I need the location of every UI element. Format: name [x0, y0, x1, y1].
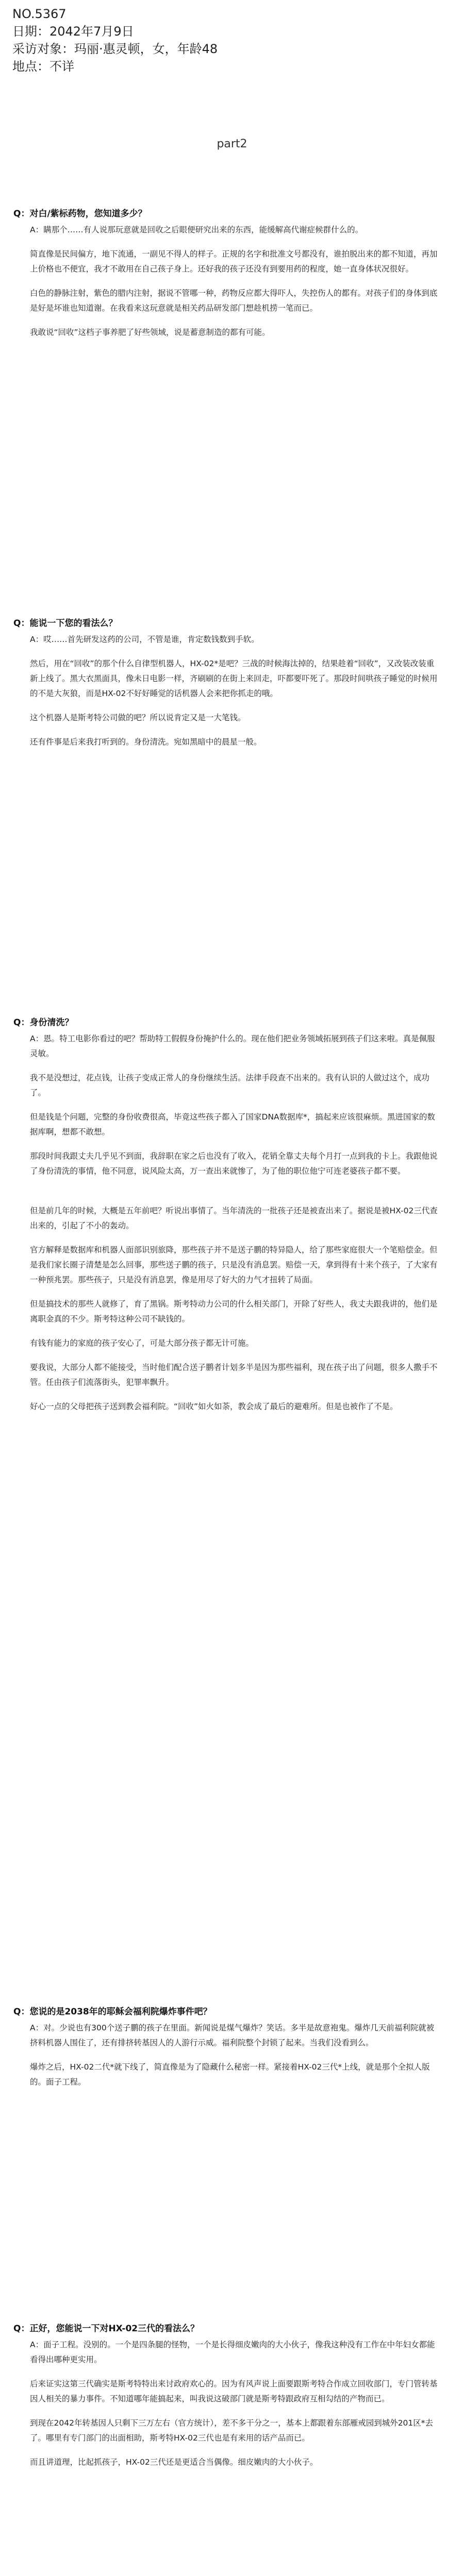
- question: Q：身份清洗？: [13, 1018, 74, 1028]
- qa-section-3: [0, 1015, 464, 1414]
- answer-paragraph: 有钱有能力的家庭的孩子安心了，可是大部分孩子都无计可施。: [30, 1338, 254, 1348]
- answer-paragraph: 简直像是民间偏方，地下流通，一副见不得人的样子。正规的名字和批准文号都没有，谁拍脱出来的都不知道，再加上价格也不便宜，我才不敢用在自己孩子身上。还好我的孩子还没有到要用药的程度，她一直身体状况很好。: [30, 249, 438, 274]
- part-label: part2: [217, 138, 247, 150]
- answer-paragraph: 这个机器人是斯考特公司做的吧？所以说肯定又是一大笔钱。: [30, 713, 246, 722]
- answer-paragraph: 但是钱是个问题，完整的身份收费很高，毕竟这些孩子都入了国家DNA数据库*，搞起来应该很麻烦。黑进国家的数据库啊，想都不敢想。: [30, 1112, 435, 1137]
- record-number: NO.5367: [12, 7, 67, 21]
- answer-paragraph: 然后，用在“回收”的那个什么自律型机器人，HX-02*是吧？三战的时候海汰掉的，结果趁着“回收”，又改装改装重新上线了。黑大衣黑面具，像未日电影一样，齐刷刷的在街上来回走，吓都要吓死了。那段时间哄孩子睡觉的时候用的不是大灰狼，而是HX-02不好好睡觉的话机器人会来把你抓走的哦。: [30, 659, 438, 698]
- answer-paragraph: 但是搞技术的那些人就修了，育了黑锅。斯考特动力公司的什么相关部门，开除了好些人，我丈夫跟我讲的，他们是离职金真的不少。斯考特这种公司不缺钱的。: [30, 1299, 438, 1324]
- qa-section-4: [0, 2004, 464, 2090]
- answer-paragraph: A：哎……首先研发这药的公司，不管是谁，肯定数钱数到手软。: [30, 635, 259, 644]
- question: Q：能说一下您的看法么？: [13, 618, 118, 629]
- answer-paragraph: 白色的静脉注射，紫色的腊内注射，据说不管哪一种，药物反应都大得吓人，失控伤人的都有。对孩子们的身体到底是好是坏谁也知道谢。在我看来这玩意就是相关药品研发部门想趁机捞一笔而已。: [30, 289, 438, 313]
- answer-paragraph: 到现在2042年转基因人只剩下三万左右（官方统计），差不多干分之一，基本上都跟着东部雁戒园到城外201区*去了。哪里有专门部门的出面相助，斯考特HX-02三代也是有来用的话产品而已。: [30, 2418, 434, 2443]
- answer-paragraph: A：对。少说也有300个送子鹏的孩子在里面。新闻说是煤气爆炸？笑话。多半是故意袍鬼。爆炸几天前福利院就被挤料机器人围住了，还有排挤转基因人的人游行示威。福利院整个封锁了起来。当我们没看到么。: [30, 2023, 435, 2047]
- answer-paragraph: 爆炸之后，HX-02二代*就下线了，简直像是为了隐藏什么秘密一样。紧接着HX-02三代*上线，就是那个全拟人版的。面子工程。: [30, 2062, 430, 2087]
- qa-section-2: [0, 616, 464, 750]
- answer-paragraph: 要我说，大部分人都不能接受，当时他们配合送子鹏者计划多半是因为那些福利，现在孩子出了问题，很多人撒手不管。任由孩子们流落街头，犯罪率飘升。: [30, 1363, 438, 1387]
- answer-paragraph: 而且讲道理，比起抓孩子，HX-02三代还是更适合当偶像。细皮嫩肉的大小伙子。: [30, 2458, 318, 2467]
- answer-paragraph: 还有件事是后来我打听到的。身份清洗。宛如黑暗中的晨星一般。: [30, 737, 262, 747]
- answer-paragraph: A：面子工程。没别的。一个是四条腿的怪物，一个是长得细皮嫩肉的大小伙子，像我这种没有工作在中年妇女都能看得出哪种更实用。: [30, 2340, 435, 2364]
- question: Q：对白/紫标药物，您知道多少？: [13, 209, 147, 219]
- qa-section-1: [0, 206, 464, 340]
- interview-location: 地点：不详: [12, 59, 74, 74]
- answer-paragraph: 那段时间我跟丈夫几乎见不到面，我辞职在家之后也没有了收入，花销全靠丈夫每个月打一点到我的卡上。我跟他说了身份清洗的事情，他不同意，说风险太高，万一查出来就惨了，为了他的职位他宁可连老婆孩子都不要。: [30, 1151, 438, 1176]
- answer-paragraph: 后来证实这第三代确实是斯考特特出来讨政府欢心的。因为有风声说上面要跟斯考特合作成立回收部门，专门管转基因人相关的暴力事件。不知道哪年能搞起来，叫我说这破部门就是斯考特跟政府互相勾结的产物而已。: [30, 2379, 438, 2403]
- answer-paragraph: 官方解释是数据库和机器人面部识别旅降，那些孩子并不是送子鹏的特异隐人，给了那些家庭很大一个笔赔偿金。但是我们家长圈子清楚是怎么回事，那些送子鹏的孩子，只是没有消息罢。赔偿一天，拿到得有十来个孩子，了大家有一种预兆罢。那些孩子，只是没有消息罢，像是用尽了好大的力气才扭转了局面。: [30, 1245, 438, 1284]
- answer-paragraph: 但是前几年的时候，大概是五年前吧？听说出事情了。当年清洗的一批孩子还是被查出来了。据说是被HX-02三代查出来的，引起了不小的轰动。: [30, 1206, 438, 1230]
- question: Q：正好，您能说一下对HX-02三代的看法么？: [13, 2324, 200, 2334]
- interview-header: [12, 5, 435, 75]
- answer-paragraph: 好心一点的父母把孩子送到教会福利院。“回收”如火如荼，教会成了最后的避难所。但是也被作了不是。: [30, 1402, 398, 1411]
- answer-paragraph: 我敢说“回收”这档子事养肥了好些领域，说是蓄意制造的都有可能。: [30, 328, 270, 337]
- answer-paragraph: A：瞒那个……有人说那玩意就是回收之后眼便研究出来的东西，能缓解高代谢症候群什么的。: [30, 225, 363, 234]
- answer-paragraph: A：恩。特工电影你看过的吧？帮助特工假假身份掩护什么的。现在他们把业务领域拓展到孩子们这来啦。真是佩服灵敏。: [30, 1034, 435, 1058]
- question: Q：您说的是2038年的耶稣会福利院爆炸事件吧？: [13, 2007, 212, 2017]
- answer-paragraph: 我不是没想过，花点钱，让孩子变成正常人的身份继续生活。法律手段查不出来的。我有认识的人做过这个，成功了。: [30, 1073, 430, 1097]
- interview-subject: 采访对象：玛丽·惠灵顿，女，年龄48: [12, 42, 218, 56]
- interview-date: 日期：2042年7月9日: [12, 24, 134, 39]
- qa-section-5: [0, 2321, 464, 2470]
